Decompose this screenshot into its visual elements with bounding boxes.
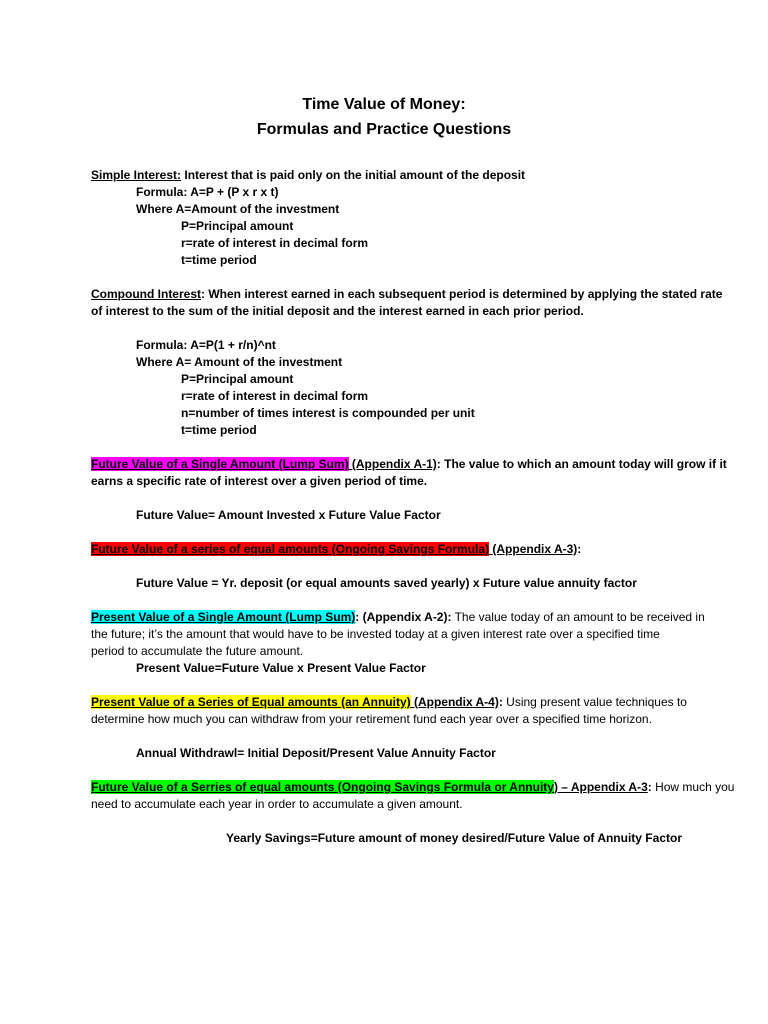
page-subtitle: Formulas and Practice Questions — [256, 121, 512, 138]
simple-interest-r: r=rate of interest in decimal form — [181, 236, 369, 250]
pv-series-heading: Present Value of a Series of Equal amounts (an Annuity) — [91, 695, 411, 709]
compound-interest-where: Where A= Amount of the investment — [136, 355, 343, 369]
simple-interest-formula: Formula: A=P + (P x r x t) — [136, 185, 279, 199]
pv-single-desc-2: the future; it’s the amount that would have to be invested today at a given interest rate over a specified time — [91, 627, 660, 641]
fv-series-heading-line — [91, 541, 581, 557]
compound-interest-definition-1: : When interest earned in each subsequent period is determined by applying the stated rate — [201, 287, 723, 301]
fv-serries-desc-2: need to accumulate each year in order to accumulate a given amount. — [91, 797, 463, 811]
fv-serries-colon: : — [647, 780, 652, 794]
pv-single-desc-1: The value today of an amount to be received in — [451, 610, 705, 624]
pv-series-formula: Annual Withdrawl= Initial Deposit/Present Value Annuity Factor — [136, 746, 496, 760]
pv-series-desc-1: Using present value techniques to — [502, 695, 687, 709]
fv-serries-formula: Yearly Savings=Future amount of money desired/Future Value of Annuity Factor — [226, 831, 682, 845]
compound-interest-heading: Compound Interest — [91, 287, 201, 301]
fv-serries-desc-1: How much you — [651, 780, 735, 794]
fv-single-desc-2: earns a specific rate of interest over a given period of time. — [91, 474, 428, 488]
pv-single-desc-3: period to accumulate the future amount. — [91, 644, 304, 658]
simple-interest-heading-line — [91, 167, 525, 183]
fv-single-appendix: (Appendix A-1) — [348, 457, 437, 471]
compound-interest-p: P=Principal amount — [181, 372, 294, 386]
compound-interest-n: n=number of times interest is compounded per unit — [181, 406, 475, 420]
simple-interest-where: Where A=Amount of the investment — [136, 202, 340, 216]
pv-single-heading: Present Value of a Single Amount (Lump Sum) — [91, 610, 356, 624]
fv-serries-heading: Future Value of a Serries of equal amounts (Ongoing Savings Formula or Annuity — [91, 780, 554, 794]
pv-single-appendix: : (Appendix A-2): — [355, 610, 452, 624]
simple-interest-t: t=time period — [181, 253, 257, 267]
fv-serries-heading-line — [91, 779, 734, 795]
simple-interest-definition: Interest that is paid only on the initial amount of the deposit — [181, 168, 526, 182]
pv-series-colon: : — [498, 695, 503, 709]
compound-interest-heading-line — [91, 286, 722, 302]
fv-series-colon: : — [577, 542, 582, 556]
fv-series-formula: Future Value = Yr. deposit (or equal amounts saved yearly) x Future value annuity factor — [136, 576, 637, 590]
compound-interest-t: t=time period — [181, 423, 257, 437]
pv-series-desc-2: determine how much you can withdraw from your retirement fund each year over a specified time horizon. — [91, 712, 652, 726]
page-title: Time Value of Money: — [302, 96, 466, 113]
pv-series-appendix: (Appendix A-4) — [410, 695, 499, 709]
pv-single-formula: Present Value=Future Value x Present Value Factor — [136, 661, 426, 675]
fv-single-formula: Future Value= Amount Invested x Future Value Factor — [136, 508, 441, 522]
fv-single-desc-1: : The value to which an amount today will grow if it — [436, 457, 727, 471]
pv-series-heading-line — [91, 694, 687, 710]
fv-single-heading: Future Value of a Single Amount (Lump Sum) — [91, 457, 349, 471]
fv-serries-appendix: ) – Appendix A-3 — [553, 780, 648, 794]
fv-series-heading: Future Value of a series of equal amounts (Ongoing Savings Formula) — [91, 542, 490, 556]
simple-interest-heading: Simple Interest: — [91, 168, 182, 182]
fv-series-appendix: (Appendix A-3) — [489, 542, 578, 556]
compound-interest-definition-2: of interest to the sum of the initial deposit and the interest earned in each prior period. — [91, 304, 584, 318]
fv-single-heading-line — [91, 456, 727, 472]
compound-interest-r: r=rate of interest in decimal form — [181, 389, 369, 403]
simple-interest-p: P=Principal amount — [181, 219, 294, 233]
compound-interest-formula: Formula: A=P(1 + r/n)^nt — [136, 338, 276, 352]
pv-single-heading-line — [91, 609, 705, 625]
